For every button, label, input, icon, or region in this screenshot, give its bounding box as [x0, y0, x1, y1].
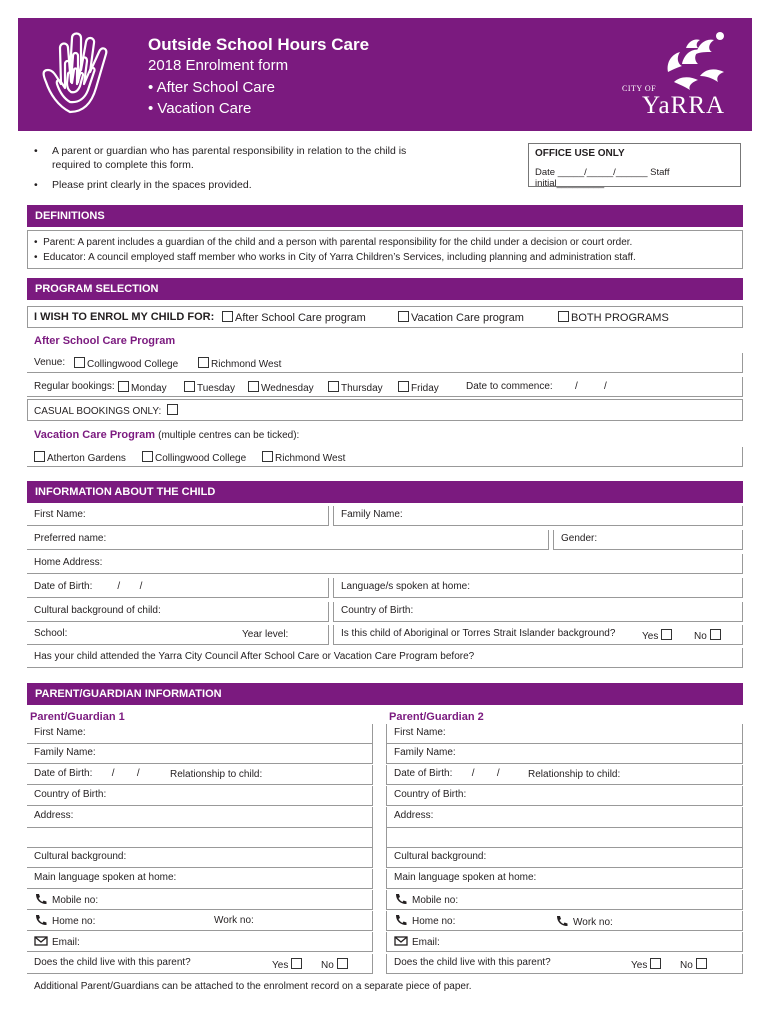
- p2-dob-field[interactable]: Date of Birth: / /: [386, 765, 743, 785]
- p1-home-field[interactable]: Home no:: [27, 911, 373, 931]
- p2-language-field[interactable]: Main language spoken at home:: [386, 869, 743, 889]
- checkbox-icon[interactable]: [118, 381, 129, 392]
- day-wednesday[interactable]: Wednesday: [248, 381, 314, 394]
- p1-lives-yes[interactable]: Yes: [272, 958, 304, 971]
- checkbox-icon[interactable]: [222, 311, 233, 322]
- venue-richmond[interactable]: Richmond West: [198, 357, 281, 370]
- office-use-title: OFFICE USE ONLY: [535, 148, 625, 159]
- child-attended-field[interactable]: Has your child attended the Yarra City Council After School Care or Vacation Care Program before?: [27, 648, 743, 668]
- enrol-label: I WISH TO ENROL MY CHILD FOR:: [34, 311, 215, 323]
- day-monday[interactable]: Monday: [118, 381, 167, 394]
- commence-label: Date to commence:: [466, 381, 553, 392]
- child-languages-field[interactable]: Language/s spoken at home:: [333, 578, 743, 598]
- definition-parent: • Parent: A parent includes a guardian of the child and a person with parental responsibility for the child under a decision or court order.: [34, 237, 633, 248]
- checkbox-icon[interactable]: [710, 629, 721, 640]
- header-bullet-after-school: • After School Care: [148, 79, 275, 96]
- p1-first-name-field[interactable]: First Name:: [27, 724, 373, 744]
- checkbox-icon[interactable]: [328, 381, 339, 392]
- checkbox-icon[interactable]: [291, 958, 302, 969]
- child-cultural-field[interactable]: Cultural background of child:: [27, 602, 329, 622]
- vc-centres-row: [27, 447, 743, 467]
- email-icon: [34, 935, 48, 947]
- definitions-box: [27, 230, 743, 269]
- p2-address-field[interactable]: Address:: [386, 807, 743, 828]
- vc-program-title: Vacation Care Program (multiple centres can be ticked):: [34, 429, 300, 441]
- checkbox-icon[interactable]: [142, 451, 153, 462]
- p2-email-field[interactable]: Email:: [386, 932, 743, 952]
- checkbox-icon[interactable]: [262, 451, 273, 462]
- program-heading: PROGRAM SELECTION: [27, 278, 743, 300]
- child-preferred-name-field[interactable]: Preferred name:: [27, 530, 549, 550]
- checkbox-icon[interactable]: [34, 451, 45, 462]
- vc-program-note: (multiple centres can be ticked):: [158, 430, 300, 441]
- enrol-option-vc[interactable]: Vacation Care program: [398, 311, 524, 324]
- p1-address-line2[interactable]: [27, 828, 373, 848]
- child-heading: INFORMATION ABOUT THE CHILD: [27, 481, 743, 503]
- p1-dob-field[interactable]: Date of Birth: / /: [27, 765, 373, 785]
- enrol-option-asc[interactable]: After School Care program: [222, 311, 366, 324]
- p2-address-line2[interactable]: [386, 828, 743, 848]
- checkbox-icon[interactable]: [198, 357, 209, 368]
- p2-lives-with-field: Does the child live with this parent?: [386, 954, 743, 974]
- venue-label: Venue:: [34, 357, 66, 368]
- child-atsi-field: Is this child of Aboriginal or Torres Strait Islander background?: [333, 625, 743, 645]
- phone-icon: [34, 893, 48, 905]
- office-use-box: [528, 143, 741, 187]
- intro-text-print: Please print clearly in the spaces provided.: [52, 179, 252, 191]
- parent1-title: Parent/Guardian 1: [30, 711, 125, 723]
- commence-slash: /: [604, 381, 607, 392]
- commence-slash: /: [575, 381, 578, 392]
- checkbox-icon[interactable]: [558, 311, 569, 322]
- form-subtitle: 2018 Enrolment form: [148, 57, 289, 74]
- phone-icon: [34, 914, 48, 926]
- p1-work-label: Work no:: [214, 915, 254, 926]
- day-tuesday[interactable]: Tuesday: [184, 381, 235, 394]
- email-icon: [394, 935, 408, 947]
- header-banner: [18, 18, 752, 131]
- child-year-level-label: Year level:: [242, 629, 289, 640]
- p1-family-name-field[interactable]: Family Name:: [27, 744, 373, 764]
- parent2-title: Parent/Guardian 2: [389, 711, 484, 723]
- p2-relationship-label: Relationship to child:: [528, 769, 621, 780]
- checkbox-icon[interactable]: [398, 311, 409, 322]
- child-atsi-yes[interactable]: Yes: [642, 629, 674, 642]
- checkbox-icon[interactable]: [337, 958, 348, 969]
- p2-cultural-field[interactable]: Cultural background:: [386, 848, 743, 868]
- definitions-heading: DEFINITIONS: [27, 205, 743, 227]
- p2-lives-no[interactable]: No: [680, 958, 709, 971]
- checkbox-icon[interactable]: [184, 381, 195, 392]
- day-friday[interactable]: Friday: [398, 381, 439, 394]
- asc-program-title: After School Care Program: [34, 335, 176, 347]
- phone-icon: [394, 914, 408, 926]
- phone-icon: [394, 893, 408, 905]
- venue-collingwood[interactable]: Collingwood College: [74, 357, 178, 370]
- checkbox-icon[interactable]: [167, 404, 178, 415]
- logo-city-of: CITY OF: [622, 84, 657, 93]
- p1-lives-no[interactable]: No: [321, 958, 350, 971]
- footer-note: Additional Parent/Guardians can be attached to the enrolment record on a separate piece of paper.: [34, 981, 472, 992]
- vc-richmond[interactable]: Richmond West: [262, 451, 345, 464]
- child-school-field[interactable]: School:: [27, 625, 329, 645]
- enrol-option-both[interactable]: BOTH PROGRAMS: [558, 311, 669, 324]
- child-family-name-field[interactable]: Family Name:: [333, 506, 743, 526]
- checkbox-icon[interactable]: [248, 381, 259, 392]
- definition-educator: • Educator: A council employed staff member who works in City of Yarra Children’s Services, including planning and administration staff.: [34, 252, 636, 263]
- p1-language-field[interactable]: Main language spoken at home:: [27, 869, 373, 889]
- p1-country-field[interactable]: Country of Birth:: [27, 786, 373, 806]
- checkbox-icon[interactable]: [650, 958, 661, 969]
- day-thursday[interactable]: Thursday: [328, 381, 383, 394]
- child-gender-field[interactable]: Gender:: [553, 530, 743, 550]
- p2-home-field[interactable]: Home no:: [386, 911, 743, 931]
- p1-cultural-field[interactable]: Cultural background:: [27, 848, 373, 868]
- vc-atherton[interactable]: Atherton Gardens: [34, 451, 126, 464]
- checkbox-icon[interactable]: [696, 958, 707, 969]
- p1-email-field[interactable]: Email:: [27, 932, 373, 952]
- child-home-address-field[interactable]: Home Address:: [27, 554, 743, 574]
- regular-bookings-label: Regular bookings:: [34, 381, 115, 392]
- p2-mobile-field[interactable]: Mobile no:: [386, 890, 743, 910]
- office-date: Date _____/_____/______: [535, 167, 648, 178]
- header-bullet-vacation: • Vacation Care: [148, 100, 252, 117]
- child-country-field[interactable]: Country of Birth:: [333, 602, 743, 622]
- p2-country-field[interactable]: Country of Birth:: [386, 786, 743, 806]
- p2-family-name-field[interactable]: Family Name:: [386, 744, 743, 764]
- office-staff: Staff initial_________: [535, 167, 670, 189]
- child-atsi-no[interactable]: No: [694, 629, 723, 642]
- form-title: Outside School Hours Care: [148, 35, 370, 54]
- vc-collingwood[interactable]: Collingwood College: [142, 451, 246, 464]
- checkbox-icon[interactable]: [661, 629, 672, 640]
- p1-relationship-label: Relationship to child:: [170, 769, 263, 780]
- intro-text-parent: A parent or guardian who has parental responsibility in relation to the child is required to complete this form.: [52, 145, 407, 171]
- phone-icon: [555, 915, 569, 927]
- child-dob-field[interactable]: Date of Birth: / /: [27, 578, 329, 598]
- p1-address-field[interactable]: Address:: [27, 807, 373, 828]
- checkbox-icon[interactable]: [398, 381, 409, 392]
- child-first-name-field[interactable]: First Name:: [27, 506, 329, 526]
- p1-lives-with-field: Does the child live with this parent?: [27, 954, 373, 974]
- parents-heading: PARENT/GUARDIAN INFORMATION: [27, 683, 743, 705]
- p2-work-label: Work no:: [555, 915, 613, 928]
- p1-mobile-field[interactable]: Mobile no:: [27, 890, 373, 910]
- casual-bookings-label[interactable]: CASUAL BOOKINGS ONLY:: [34, 404, 180, 417]
- checkbox-icon[interactable]: [74, 357, 85, 368]
- p2-first-name-field[interactable]: First Name:: [386, 724, 743, 744]
- hand-logo-icon: [30, 26, 138, 126]
- p2-lives-yes[interactable]: Yes: [631, 958, 663, 971]
- logo-yarra: YaRRA: [642, 92, 726, 119]
